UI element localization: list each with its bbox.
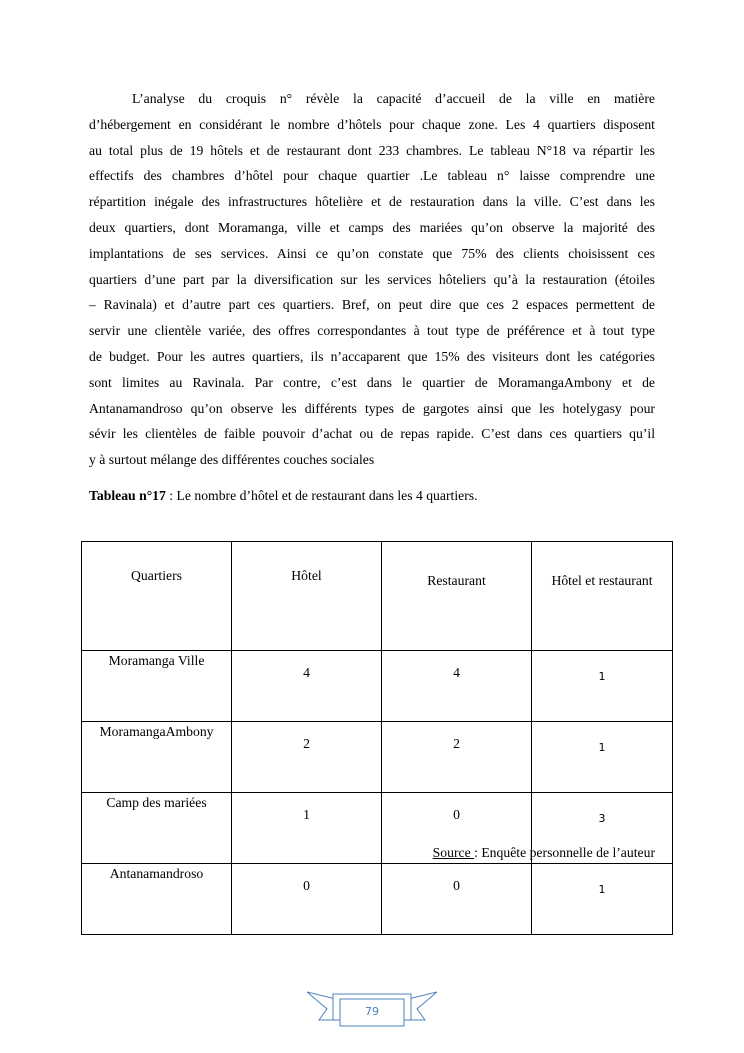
cell-hotel: 0 (232, 864, 382, 935)
cell-hotel-restaurant: 3 (532, 793, 673, 864)
table-row (82, 864, 673, 935)
cell-restaurant: 0 (382, 793, 532, 864)
source-text: : Enquête personnelle de l’auteur (474, 845, 655, 860)
table-source (433, 843, 655, 863)
header-restaurant: Restaurant (382, 542, 532, 651)
cell-restaurant: 0 (382, 864, 532, 935)
table-caption-label: Tableau n°17 (89, 488, 166, 503)
paragraph-line: sont limites au Ravinala. Par contre, c’est dans le quartier de MoramangaAmbony et de (89, 374, 655, 390)
paragraph-line: de budget. Pour les autres quartiers, ils n’accaparent que 15% des visiteurs dont les catégories (89, 348, 655, 364)
paragraph-line: y à surtout mélange des différentes couches sociales (89, 452, 375, 468)
body-paragraph (89, 86, 655, 473)
paragraph-line: implantations de ses services. Ainsi ce qu’on constate que 75% des clients choisissent ces (89, 245, 655, 261)
source-label: Source (432, 845, 475, 860)
paragraph-line: au total plus de 19 hôtels et de restaurant dont 233 chambres. Le tableau N°18 va répartir les (89, 142, 655, 158)
cell-quartier: MoramangaAmbony (82, 722, 232, 793)
cell-hotel-restaurant: 1 (532, 722, 673, 793)
paragraph-line: quartiers d’une part par la diversification sur les services hôteliers qu’à la restauration (étoiles (89, 271, 655, 287)
header-hotel-restaurant: Hôtel et restaurant (532, 542, 673, 651)
header-quartiers: Quartiers (82, 542, 232, 651)
paragraph-line: deux quartiers, dont Moramanga, ville et camps des mariées qu’on observe la majorité des (89, 219, 655, 235)
paragraph-line: sévir les clientèles de faible pouvoir d’achat ou de repas rapide. C’est dans ces quartiers qu’il (89, 426, 655, 442)
cell-hotel: 4 (232, 651, 382, 722)
table-row (82, 722, 673, 793)
table-header-row (82, 542, 673, 651)
paragraph-line: servir une clientèle variée, des offres correspondantes à tout type de préférence et à tout type (89, 323, 655, 339)
table-caption-text: : Le nombre d’hôtel et de restaurant dans les 4 quartiers. (165, 488, 478, 503)
paragraph-line: répartition inégale des infrastructures hôtelière et de restauration dans la ville. C’est dans les (89, 194, 655, 210)
header-hotel: Hôtel (232, 542, 382, 651)
cell-quartier: Antanamandroso (82, 864, 232, 935)
cell-hotel: 1 (232, 793, 382, 864)
cell-restaurant: 4 (382, 651, 532, 722)
cell-quartier: Camp des mariées (82, 793, 232, 864)
cell-hotel: 2 (232, 722, 382, 793)
page-number: 79 (365, 1005, 379, 1018)
hotel-restaurant-table (81, 541, 673, 935)
table-caption (89, 486, 478, 506)
cell-quartier: Moramanga Ville (82, 651, 232, 722)
paragraph-line: – Ravinala) et d’autre part ces quartiers. Bref, on peut dire que ces 2 espaces permettent de (89, 297, 655, 313)
cell-hotel-restaurant: 1 (532, 651, 673, 722)
paragraph-line: effectifs des chambres d’hôtel pour chaque quartier .Le tableau n° laisse comprendre une (89, 168, 655, 184)
paragraph-line: L’analyse du croquis n° révèle la capacité d’accueil de la ville en matière (132, 91, 655, 106)
cell-hotel-restaurant: 1 (532, 864, 673, 935)
paragraph-line: d’hébergement en considérant le nombre d’hôtels pour chaque zone. Les 4 quartiers disposent (89, 116, 655, 132)
paragraph-line: Antanamandroso qu’on observe les différents types de gargotes ainsi que les hotelygasy pour (89, 400, 655, 416)
cell-restaurant: 2 (382, 722, 532, 793)
table-row (82, 651, 673, 722)
